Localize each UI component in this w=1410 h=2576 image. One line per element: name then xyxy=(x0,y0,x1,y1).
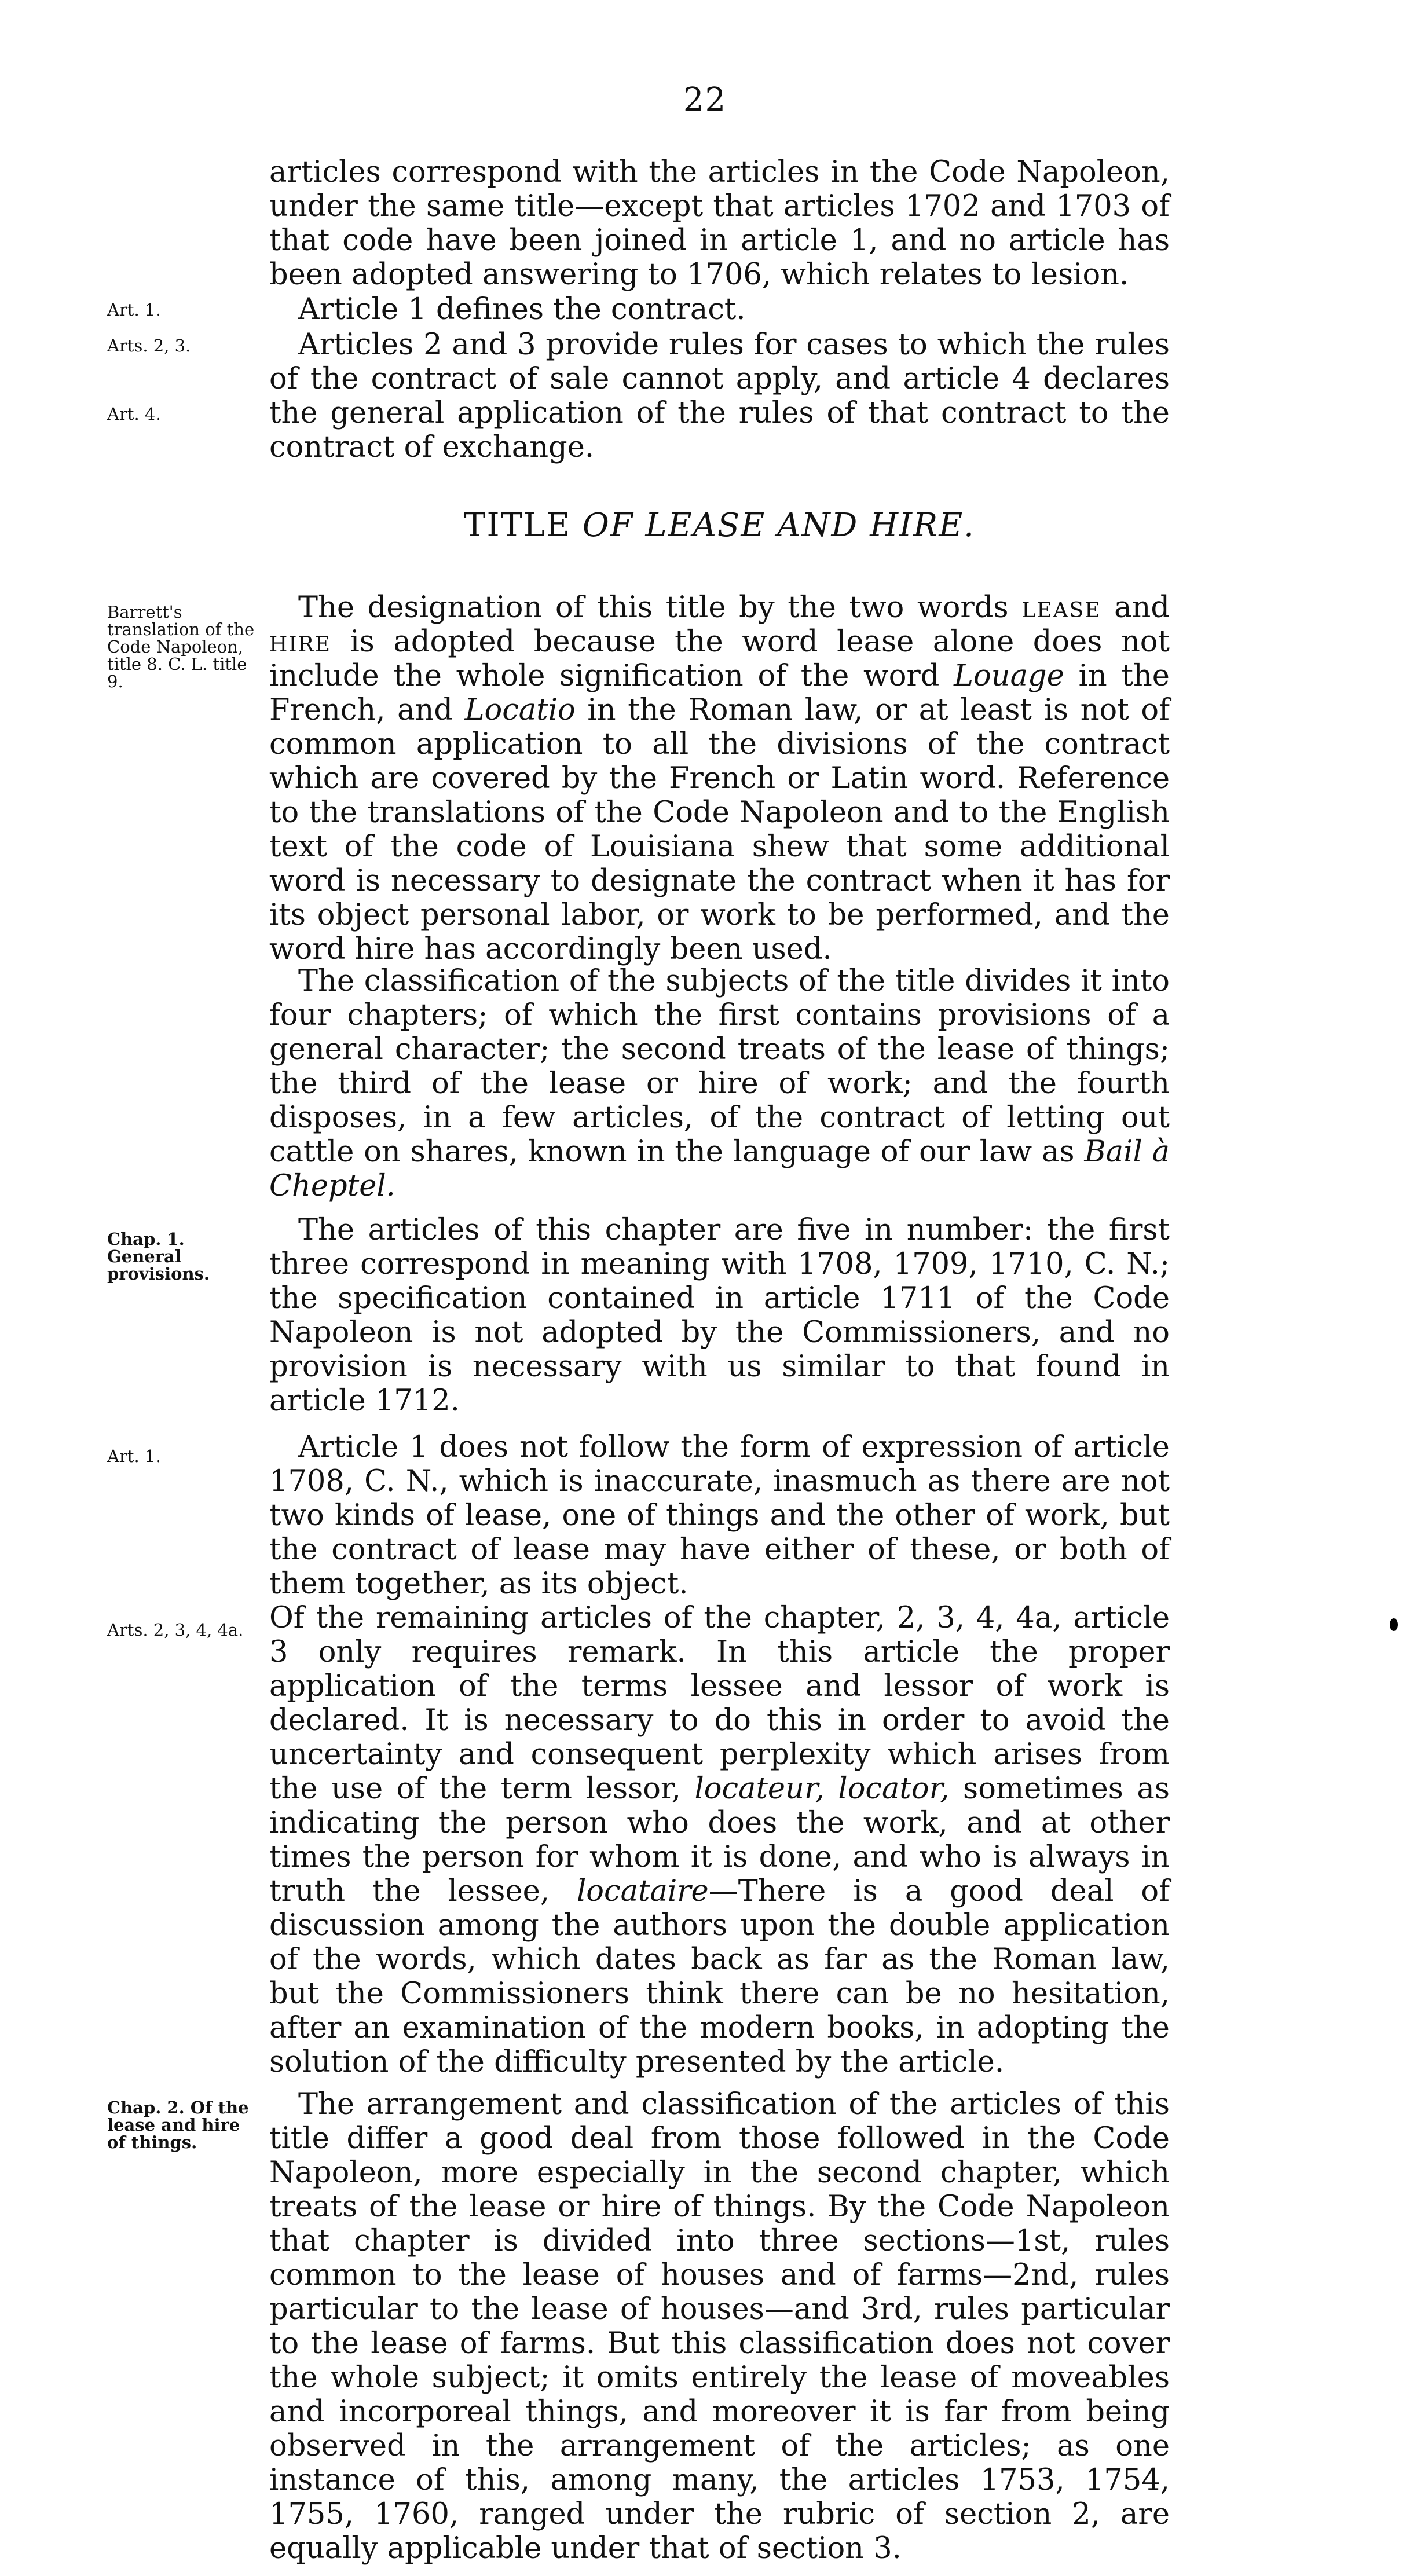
designation-text-1: The designation of this title by the two words xyxy=(298,591,1009,625)
remaining-text-1: Of the remaining articles of the chapter, 2, 3, 4, 4a, article 3 only requires remark. In this article the proper application of the terms lessee and lessor of work is declared. It is necessary to do this in order to avoid the uncertainty and consequent perplexity which arises from the use of the term lessor, xyxy=(269,1601,1170,1806)
classification-text: The classification of the subjects of the title divides it into four chapters; of which the first contains provisions of a general character; the second treats of the lease of things; the third of the lease or hire of work; and the fourth disposes, in a few articles, of the contract of letting out cattle on shares, known in the language of our law as xyxy=(269,964,1170,1169)
margin-note-article-1: Art. 1. xyxy=(107,1446,161,1466)
word-locatio: Locatio xyxy=(464,693,576,727)
designation-text-5: in the Roman law, or at least is not of common application to all the divisions of the contract which are covered by the French or Latin word. Reference to the translations of the Code Napoleon and to the English text of the code of Louisiana shew that some additional word is necessary to designate the contract when it has for its object personal labor, or work to be performed, and the word hire has accordingly been used. xyxy=(269,693,1170,966)
arts-2-3-paragraph: Articles 2 and 3 provide rules for cases to which the rules of the contract of sale cannot apply, and article 4 declares the general application of the rules of that contract to the contract of exchange. xyxy=(269,328,1170,464)
designation-paragraph xyxy=(269,591,1170,966)
margin-note-art-1: Art. 1. xyxy=(107,300,161,320)
designation-text-3: is adopted because the word lease alone does not include the whole signification of the word xyxy=(269,625,1170,693)
word-lease: lease xyxy=(1021,591,1101,625)
margin-note-barrett: Barrett's translation of the Code Napoleon, title 8. C. L. title 9. xyxy=(107,602,255,691)
classification-paragraph xyxy=(269,964,1170,1203)
locateur-locator: locateur, locator, xyxy=(694,1772,950,1806)
word-hire: hire xyxy=(269,625,331,659)
remaining-text-3: —There is a good deal of discussion among the authors upon the double application of the words, which dates back as far as the Roman law, but the Commissioners think there can be no hesitation, after an examination of the modern books, in adopting the solution of the difficulty presented by the article. xyxy=(269,1874,1170,2079)
page-number: 22 xyxy=(683,81,727,119)
designation-text-4: in the French, and xyxy=(269,659,1170,727)
chapter-2-paragraph: The arrangement and classification of the articles of this title differ a good deal from those followed in the Code Napoleon, more especially in the second chapter, which treats of the lease or hire of things. By the Code Napoleon that chapter is divided into three sections—1st, rules common to the lease of houses and of farms—2nd, rules particular to the lease of houses—and 3rd, rules particular to the lease of farms. But this classification does not cover the whole subject; it omits entirely the lease of moveables and incorporeal things, and moreover it is far from being observed in the arrangement of the articles; as one instance of this, among many, the articles 1753, 1754, 1755, 1760, ranged under the rubric of section 2, are equally applicable under that of section 3. xyxy=(269,2087,1170,2566)
chapter-1-paragraph: The articles of this chapter are five in number: the first three correspond in meaning with 1708, 1709, 1710, C. N.; the specification contained in article 1711 of the Code Napoleon is not adopted by the Commissioners, and no provision is necessary with us similar to that found in article 1712. xyxy=(269,1213,1170,1418)
designation-text-2: and xyxy=(1114,591,1170,625)
bail-a-cheptel: Bail à Cheptel. xyxy=(269,1135,1170,1203)
locataire: locataire xyxy=(576,1874,709,1908)
title-italic: OF LEASE AND HIRE. xyxy=(582,507,975,544)
margin-note-chapter-2: Chap. 2. Of the lease and hire of things. xyxy=(107,2098,249,2152)
remaining-text-2: sometimes as indicating the person who does the work, and at other times the person for whom it is done, and who is always in truth the lessee, xyxy=(269,1772,1170,1908)
art-1-paragraph: Article 1 defines the contract. xyxy=(298,292,746,327)
margin-note-art-4: Art. 4. xyxy=(107,404,161,424)
article-1-paragraph: Article 1 does not follow the form of expression of article 1708, C. N., which is inaccurate, inasmuch as there are not two kinds of lease, one of things and the other of work, but the contract of lease may have either of these, or both of them together, as its object. xyxy=(269,1430,1170,1601)
top-paragraph: articles correspond with the articles in the Code Napoleon, under the same title—except that articles 1702 and 1703 of that code have been joined in article 1, and no article has been adopted answering to 1706, which relates to lesion. xyxy=(269,155,1170,292)
remaining-paragraph xyxy=(269,1601,1170,2079)
margin-note-arts-2-3: Arts. 2, 3. xyxy=(107,336,191,356)
ink-dot xyxy=(1390,1618,1398,1631)
title-prefix: TITLE xyxy=(464,507,571,544)
word-louage: Louage xyxy=(954,659,1064,693)
title-heading xyxy=(269,507,1170,544)
margin-note-arts-2-3-4-4a: Arts. 2, 3, 4, 4a. xyxy=(107,1620,244,1640)
margin-note-chapter-1: Chap. 1. General provisions. xyxy=(107,1229,210,1284)
